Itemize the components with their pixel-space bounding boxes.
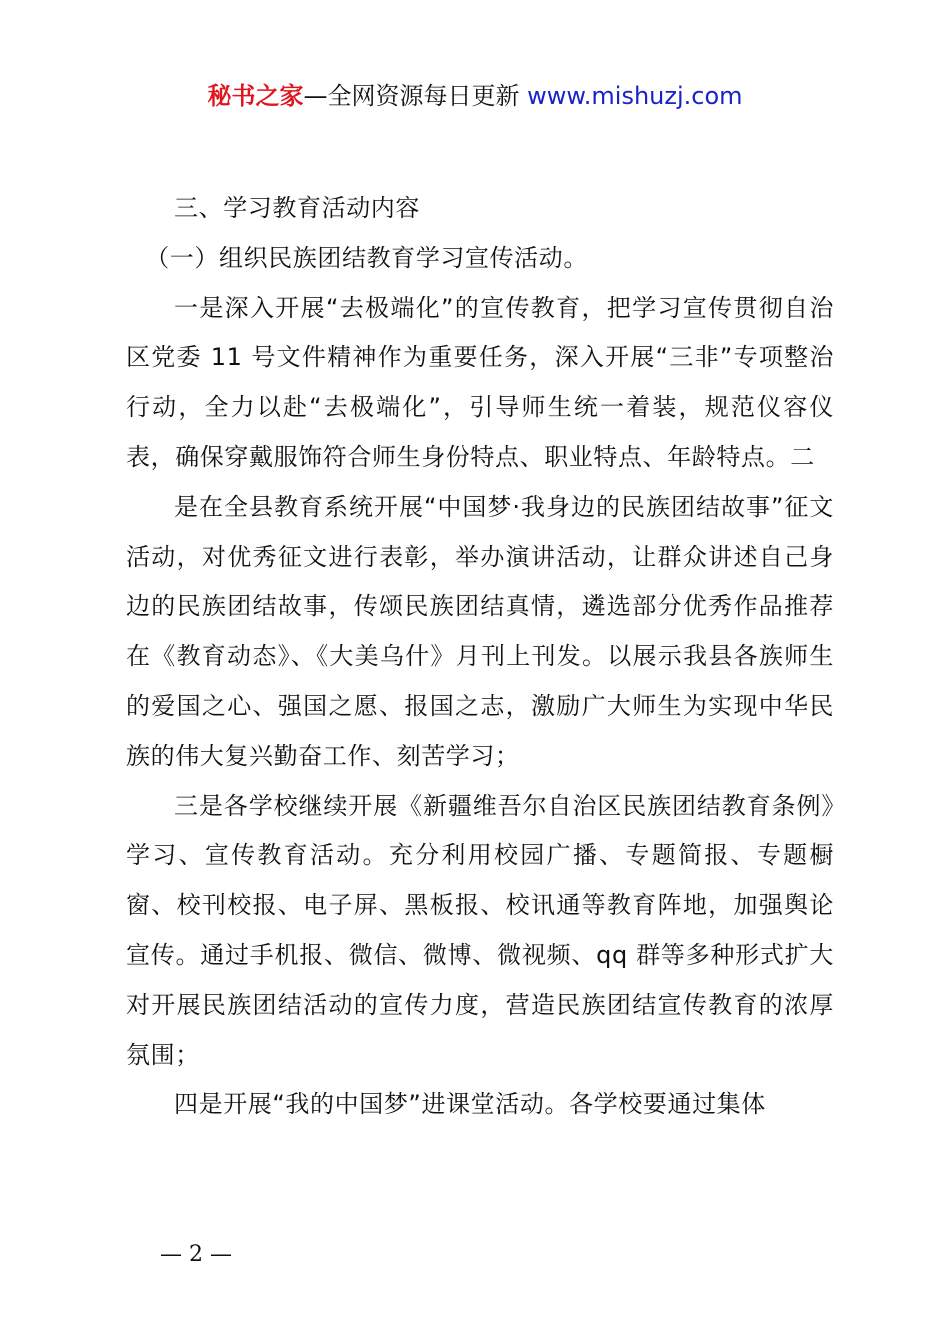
site-url-link[interactable]: www.mishuzj.com xyxy=(527,82,743,110)
subsection-heading: （一）组织民族团结教育学习宣传活动。 xyxy=(145,243,588,272)
paragraph-2: 是在全县教育系统开展“中国梦·我身边的民族团结故事”征文活动，对优秀征文进行表彰，举办演讲活动，让群众讲述自己身边的民族团结故事，传颂民族团结真情，遴选部分优秀作品推荐在《教育动态》、《大美乌什》月刊上刊发。以展示我县各族师生的爱国之心、强国之愿、报国之志，激励广大师生为实现中华民族的伟大复兴勤奋工作、刻苦学习； xyxy=(126,492,834,770)
paragraph-4: 四是开展“我的中国梦”进课堂活动。各学校要通过集体 xyxy=(174,1090,766,1119)
site-tagline: —全网资源每日更新 xyxy=(303,82,528,110)
paragraph-3: 三是各学校继续开展《新疆维吾尔自治区民族团结教育条例》学习、宣传教育活动。充分利用校园广播、专题简报、专题橱窗、校刊校报、电子屏、黑板报、校讯通等教育阵地，加强舆论宣传。通过手机报、微信、微博、微视频、qq 群等多种形式扩大对开展民族团结活动的宣传力度，营造民族团结宣传教育的浓厚氛围； xyxy=(126,791,834,1069)
section-heading: 三、学习教育活动内容 xyxy=(174,194,420,222)
site-name: 秘书之家 xyxy=(207,82,304,110)
page-number: — 2 — xyxy=(160,1242,232,1267)
document-body xyxy=(126,184,834,1130)
site-header xyxy=(0,78,950,114)
paragraph-1: 一是深入开展“去极端化”的宣传教育，把学习宣传贯彻自治区党委 11 号文件精神作为重要任务，深入开展“三非”专项整治行动，全力以赴“去极端化”，引导师生统一着装，规范仪容仪表，确保穿戴服饰符合师生身份特点、职业特点、年龄特点。二 xyxy=(126,293,834,471)
